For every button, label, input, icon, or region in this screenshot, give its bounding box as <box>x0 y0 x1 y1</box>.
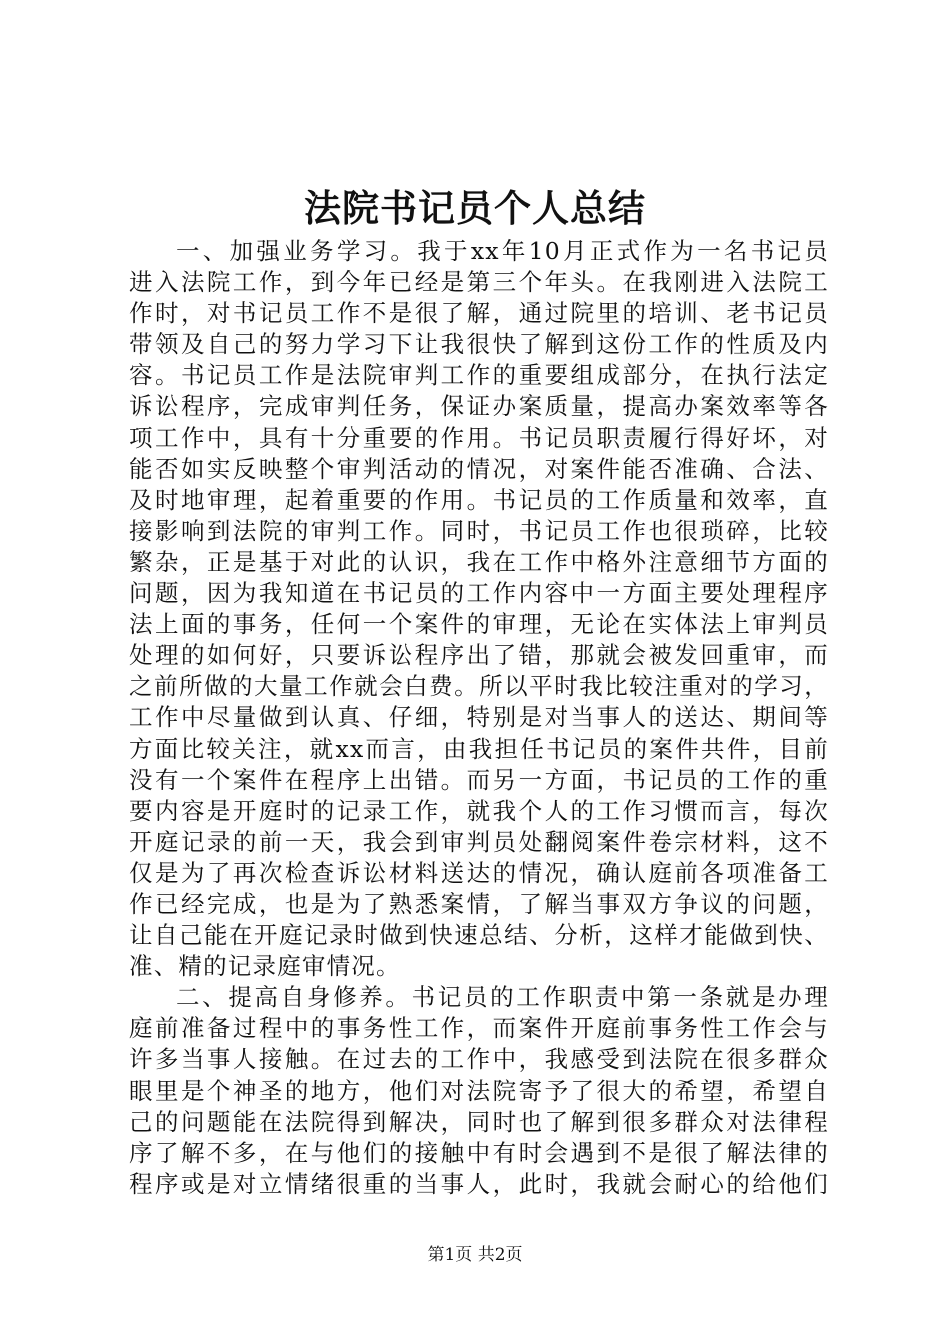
text-line: 许多当事人接触。在过去的工作中，我感受到法院在很多群众 <box>129 1045 829 1074</box>
text-line: 一、加强业务学习。我于xx年10月正式作为一名书记员 <box>176 237 829 265</box>
text-line: 己的问题能在法院得到解决，同时也了解到很多群众对法律程 <box>129 1107 829 1136</box>
text-line: 程序或是对立情绪很重的当事人，此时，我就会耐心的给他们 <box>129 1169 829 1198</box>
text-line: 工作中尽量做到认真、仔细，特别是对当事人的送达、期间等 <box>129 703 829 732</box>
text-line: 让自己能在开庭记录时做到快速总结、分析，这样才能做到快、 <box>129 921 829 950</box>
text-line: 诉讼程序，完成审判任务，保证办案质量，提高办案效率等各 <box>129 392 829 421</box>
text-line: 庭前准备过程中的事务性工作，而案件开庭前事务性工作会与 <box>129 1014 829 1043</box>
text-line: 之前所做的大量工作就会白费。所以平时我比较注重对的学习， <box>129 672 829 701</box>
document-title: 法院书记员个人总结 <box>304 186 646 230</box>
text-line: 作时，对书记员工作不是很了解，通过院里的培训、老书记员 <box>129 299 829 328</box>
text-line: 眼里是个神圣的地方，他们对法院寄予了很大的希望，希望自 <box>129 1076 829 1105</box>
text-line: 项工作中，具有十分重要的作用。书记员职责履行得好坏，对 <box>129 423 829 452</box>
text-line: 容。书记员工作是法院审判工作的重要组成部分，在执行法定 <box>129 361 829 390</box>
text-line: 问题，因为我知道在书记员的工作内容中一方面主要处理程序 <box>129 579 829 608</box>
text-line: 法上面的事务，任何一个案件的审理，无论在实体法上审判员 <box>129 610 829 639</box>
text-line: 没有一个案件在程序上出错。而另一方面，书记员的工作的重 <box>129 765 829 794</box>
text-line: 开庭记录的前一天，我会到审判员处翻阅案件卷宗材料，这不 <box>129 827 829 856</box>
text-line: 方面比较关注，就xx而言，由我担任书记员的案件共件，目前 <box>129 734 829 763</box>
text-line: 及时地审理，起着重要的作用。书记员的工作质量和效率，直 <box>129 485 829 514</box>
text-line: 作已经完成，也是为了熟悉案情，了解当事双方争议的问题， <box>129 889 829 918</box>
text-line: 繁杂，正是基于对此的认识，我在工作中格外注意细节方面的 <box>129 547 829 576</box>
page-footer: 第1页 共2页 <box>427 1245 523 1265</box>
document-body <box>129 236 829 1200</box>
text-line: 仅是为了再次检查诉讼材料送达的情况，确认庭前各项准备工 <box>129 858 829 887</box>
paragraph-1 <box>129 236 829 982</box>
text-line: 要内容是开庭时的记录工作，就我个人的工作习惯而言，每次 <box>129 796 829 825</box>
text-line: 能否如实反映整个审判活动的情况，对案件能否准确、合法、 <box>129 454 829 483</box>
text-line: 接影响到法院的审判工作。同时，书记员工作也很琐碎，比较 <box>129 516 829 545</box>
text-line: 序了解不多，在与他们的接触中有时会遇到不是很了解法律的 <box>129 1138 829 1167</box>
text-line: 进入法院工作，到今年已经是第三个年头。在我刚进入法院工 <box>129 268 829 297</box>
text-line: 二、提高自身修养。书记员的工作职责中第一条就是办理 <box>176 983 829 1012</box>
text-line: 准、精的记录庭审情况。 <box>129 952 401 981</box>
text-line: 带领及自己的努力学习下让我很快了解到这份工作的性质及内 <box>129 330 829 359</box>
text-line: 处理的如何好，只要诉讼程序出了错，那就会被发回重审，而 <box>129 641 829 670</box>
paragraph-2 <box>129 982 829 1200</box>
